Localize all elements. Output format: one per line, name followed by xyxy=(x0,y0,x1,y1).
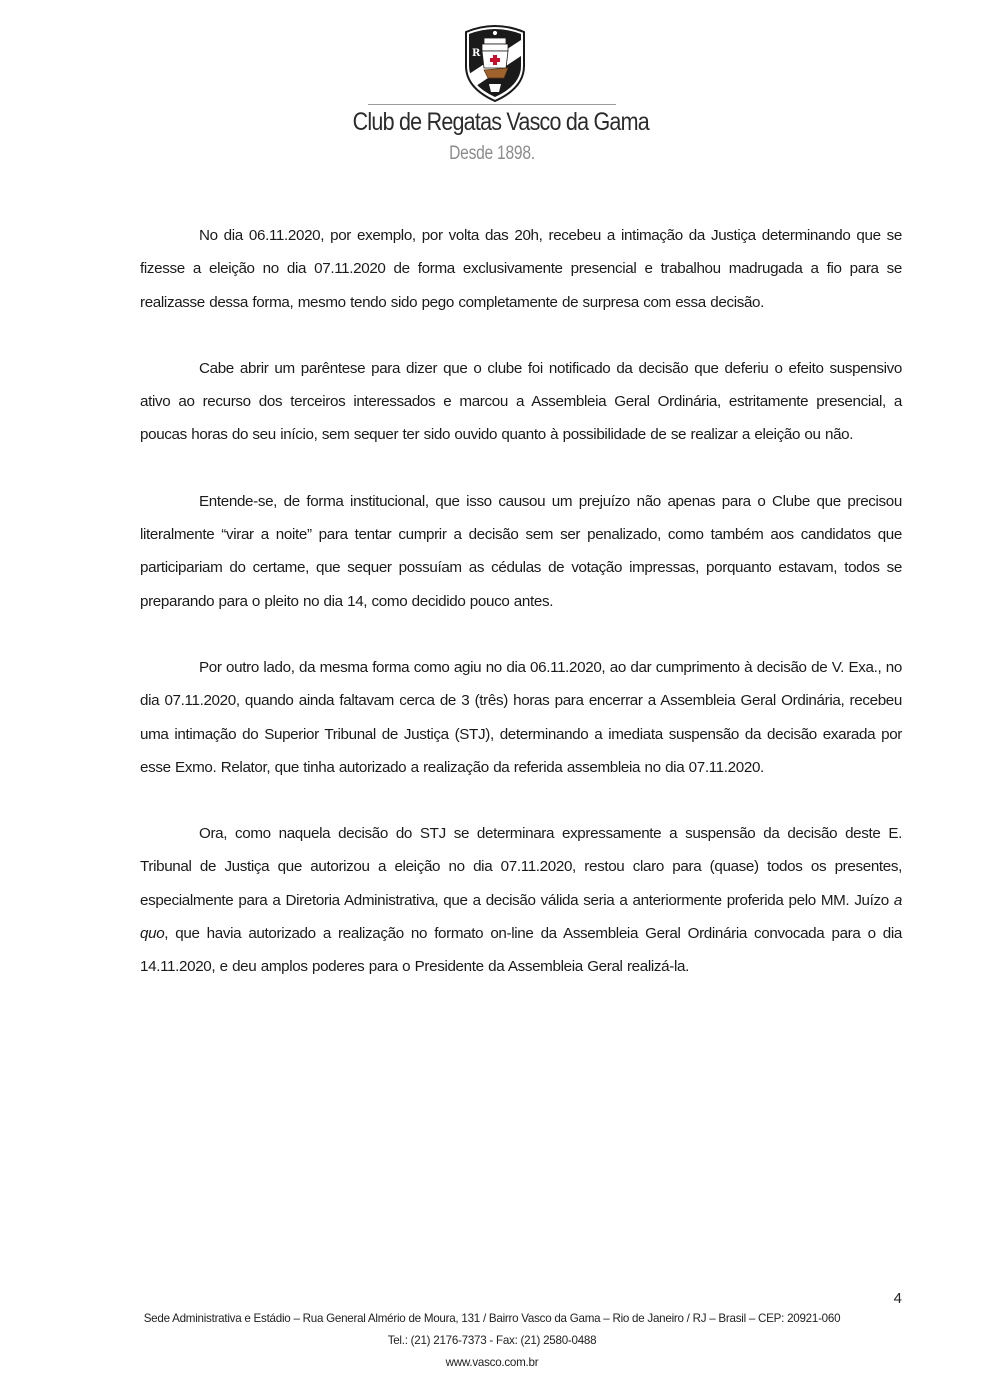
footer-address: Sede Administrativa e Estádio – Rua General Almério de Moura, 131 / Bairro Vasco da Gama – Rio de Janeiro / RJ – Brasil – CEP: 20921-060 xyxy=(143,1312,841,1325)
page-number: 4 xyxy=(893,1290,902,1307)
paragraph-1: No dia 06.11.2020, por exemplo, por volta das 20h, recebeu a intimação da Justiça determinando que se fizesse a eleição no dia 07.11.2020 de forma exclusivamente presencial e trabalhou madrugada a fio para se realizasse dessa forma, mesmo tendo sido pego completamente de surpresa com essa decisão. xyxy=(140,227,902,311)
founded-tagline: Desde 1898. xyxy=(449,143,535,164)
letterhead xyxy=(0,0,984,180)
paragraph-2: Cabe abrir um parêntese para dizer que o clube foi notificado da decisão que deferiu o efeito suspensivo ativo ao recurso dos terceiros interessados e marcou a Assembleia Geral Ordinária, estritamente presencial, a poucas horas do seu início, sem sequer ter sido ouvido quanto à possibilidade de se realizar a eleição ou não. xyxy=(140,359,902,444)
header-divider xyxy=(368,104,616,105)
paragraph-5-text-start: Ora, como naquela decisão do STJ se determinara expressamente a suspensão da decisão deste E. Tribunal de Justiça que autorizou a eleição no dia 07.11.2020, restou claro para (quase) todos os presentes, especialmente para a Diretoria Administrativa, que a decisão válida seria a anteriormente proferida pelo MM. Juízo xyxy=(140,825,902,909)
footer-website: www.vasco.com.br xyxy=(445,1356,539,1369)
paragraph-4: Por outro lado, da mesma forma como agiu no dia 06.11.2020, ao dar cumprimento à decisão de V. Exa., no dia 07.11.2020, quando ainda faltavam cerca de 3 (três) horas para encerrar a Assembleia Geral Ordinária, recebeu uma intimação do Superior Tribunal de Justiça (STJ), determinando a imediata suspensão da decisão exarada por esse Exmo. Relator, que tinha autorizado a realização da referida assembleia no dia 07.11.2020. xyxy=(140,658,902,776)
paragraph-5-text-end: , que havia autorizado a realização no formato on-line da Assembleia Geral Ordinária convocada para o dia 14.11.2020, e deu amplos poderes para o Presidente da Assembleia Geral realizá-la. xyxy=(140,925,902,976)
footer xyxy=(0,1308,984,1374)
club-name: Club de Regatas Vasco da Gama xyxy=(352,108,649,136)
footer-phone: Tel.: (21) 2176-7373 - Fax: (21) 2580-0488 xyxy=(387,1334,597,1347)
vasco-crest-icon xyxy=(462,22,528,102)
paragraph-5 xyxy=(140,817,902,983)
latin-term-a-quo: a quo xyxy=(140,891,902,943)
document-body xyxy=(140,219,902,1017)
svg-text:R: R xyxy=(472,48,481,59)
paragraph-3: Entende-se, de forma institucional, que isso causou um prejuízo não apenas para o Clube que precisou literalmente “virar a noite” para tentar cumprir a decisão sem ser penalizado, como também aos candidatos que participariam do certame, que sequer possuíam as cédulas de votação impressas, porquanto estavam, todos se preparando para o pleito no dia 14, como decidido pouco antes. xyxy=(140,492,902,610)
